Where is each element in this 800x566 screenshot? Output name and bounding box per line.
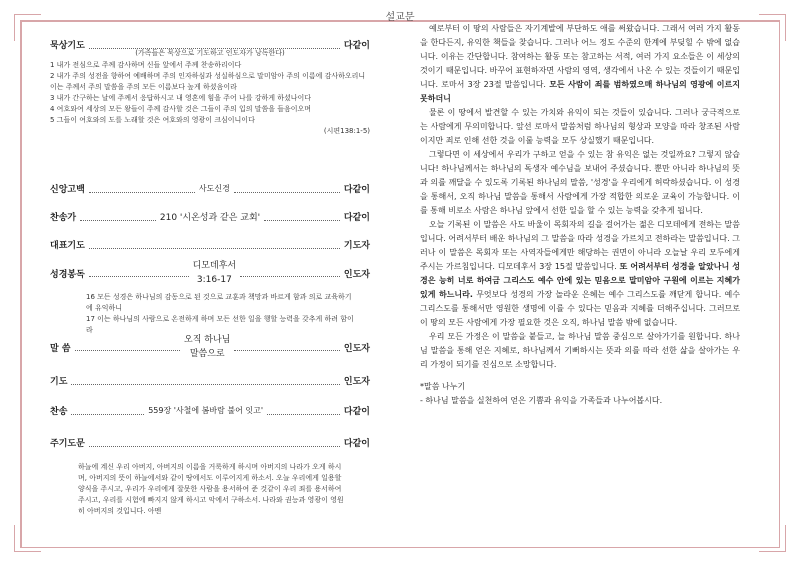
item-name [184,333,230,361]
section-title: 주기도문 [50,439,85,449]
section-title: 성경봉독 [50,269,85,280]
section-title: 찬송 [50,407,68,417]
leader-label: 기도자 [343,241,370,251]
paragraph: 예로부터 이 땅의 사람들은 자기계발에 부단하도 애를 써왔습니다. 그래서 여러 가지 활동을 한다든지, 유익한 책들을 찾습니다. 그러나 어느 정도 수준의 한계에 부딪힐 수 밖에 없습니다. 이유는 간단합니다. 참여하는 활동 또는 참고하는 서적, 여러 가지 요소들은 이 세상의 것이기 때문입니다. 바꾸어 표현하자면 사람의 영역, 생각에서 나온 수 있는 것들이기 때문입니다. 로마서 3장 23절 말씀입니다. 모든 사람이 죄를 범하였으매 하나님의 영광에 이르지 못하더니 [420,24,740,103]
paragraph: 물론 이 땅에서 발견할 수 있는 가치와 유익이 되는 것들이 있습니다. 그러나 궁극적으로는 사람에게 무의미합니다. 앞선 로마서 말씀처럼 하나님의 형상과 모양을 따라 창조된 사람이지만 죄로 인해 선한 것을 이룰 능력을 모두 상실했기 때문입니다. [420,108,740,145]
verse: 4 여호와여 세상의 모든 왕들이 주께 감사할 것은 그들이 주의 입의 말씀을 들음이오며 [50,105,312,113]
leader-label: 다같이 [343,185,371,195]
instruction-note: (가족들은 묵상으로 기도하고 인도자가 낭독한다) [135,49,285,57]
paragraph: 그렇다면 이 세상에서 우리가 구하고 얻을 수 있는 참 유익은 없는 것일까요? 그렇지 않습니다! 하나님께서는 하나님의 독생자 예수님을 보내어 주셨습니다. 뿐만 아니라 하나님의 뜻과 의를 깨달을 수 있도록 기록된 하나님의 말씀, '성경'을 우리에게 허락하셨습니다. 이 성경을 통해서, 오직 하나님 말씀을 통해서 사람에게 가장 적합한 의로운 교육이 가능합니다. 이를 통해 비로소 사람은 하나님 앞에서 선한 일을 할 수 있는 능력을 갖추게 됩니다. [420,150,740,215]
paragraph: 오늘 기록된 이 말씀은 사도 바울이 목회자의 길을 걸어가는 젊은 디모데에게 전하는 말씀입니다. 어려서부터 배운 하나님의 그 말씀을 따라 성경을 가르치고 전하라는 말씀입니다. 그러나 이 말씀은 목회자 또는 사역자들에게만 해당하는 권면이 아니라 오늘날 우리 모두에게 주시는 가르침입니다. 디모데후서 3장 15절 말씀입니다. 또 어려서부터 성경을 알았나니 성경은 능히 너로 하여금 그리스도 예수 안에 있는 믿음으로 말미암아 구원에 이르는 지혜가 있게 하느니라. 무엇보다 성경의 가장 놀라운 은혜는 예수 그리스도를 깨닫게 합니다. 예수 그리스도를 통해서만 영원한 생명에 이를 수 있다는 믿음과 지혜를 더해주십니다. 그러므로 이 땅의 모든 사람에게 가장 필요한 것은 오직, 하나님 말씀 밖에 없습니다. [420,220,740,327]
verse: 3 내가 간구하는 날에 주께서 응답하시고 내 영혼에 힘을 주어 나를 강하게 하셨나이다 [50,94,312,102]
leader-label: 인도자 [343,343,370,354]
leader-label: 다같이 [343,41,370,51]
sermon-title-line1: 오직 하나님 [184,335,231,345]
verse: 1 내가 전심으로 주께 감사하며 신들 앞에서 주께 찬송하리이다 [50,61,242,69]
item-name: 사도신경 [198,184,230,193]
leader-label: 인도자 [343,377,370,387]
paragraph: 우리 모든 가정은 이 말씀을 붙들고, 늘 하나님 말씀 중심으로 살아가기를 원합니다. 하나님 말씀을 통해 얻은 지혜로, 하나님께서 기뻐하시는 뜻과 의를 따라 선한 삶을 살아가는 우리 가정이 되기를 진심으로 소망합니다. [420,332,740,369]
verse: 2 내가 주의 성전을 향하여 예배하며 주의 인자하심과 성실하심으로 말미암아 주의 이름에 감사하오리니 이는 주께서 주의 말씀을 주의 모든 이름보다 높게 하셨음이라 [50,72,366,91]
item-name: 210 '시온성과 같은 교회' [159,213,261,223]
section-title: 대표기도 [50,241,85,251]
sermon-text [420,22,740,408]
scripture-reading-row [50,258,370,288]
leader-label: 다같이 [343,439,370,449]
section-title: 기도 [50,377,68,387]
hymn-row [50,210,370,223]
book-name: 디모데후서 [192,261,237,271]
section-title: 말 씀 [50,343,71,354]
psalm-verses [50,60,370,137]
verse: 16 모든 성경은 하나님의 감동으로 된 것으로 교훈과 책망과 바르게 함과 의로 교육하기에 유익하니 [86,293,352,312]
sermon-row [50,332,370,362]
representative-prayer-row [50,238,370,251]
sermon-title-line2: 말씀으로 [189,349,225,359]
verse: 5 그들이 여호와의 도를 노래할 것은 여호와의 영광이 크심이니이다 [50,116,255,124]
leader-label: 다같이 [343,407,370,417]
item-name: 559장 '사철에 봄바람 불어 잇고' [148,406,264,415]
section-title: 신앙고백 [50,185,85,195]
corner-ornament [14,525,41,552]
chapter-verse: 3:16-17 [196,275,232,285]
leader-label: 인도자 [343,269,371,280]
scripture-reference: (시편138:1-5) [323,127,370,135]
corner-ornament [759,525,786,552]
creed-row [50,182,370,195]
leader-label: 다같이 [343,213,371,223]
hymn-row-2 [50,404,370,417]
lords-prayer-text: 하늘에 계신 우리 아버지, 아버지의 이름을 거룩하게 하시며 아버지의 나라가 오게 하시며, 아버지의 뜻이 하늘에서와 같이 땅에서도 이루어지게 하소서. 오늘 우리에게 일용할 양식을 주시고, 우리가 우리에게 잘못한 사람을 용서하여 준 것같이 우리 죄를 용서하여 주시고, 우리를 시험에 빠지지 않게 하시고 악에서 구하소서. 나라와 권능과 영광이 영원히 아버지의 것입니다. 아멘 [78,463,344,515]
reading-verses [86,292,356,336]
verse: 17 이는 하나님의 사람으로 온전하게 하며 모든 선한 일을 행할 능력을 갖추게 하려 함이라 [86,315,354,334]
section-title: 묵상기도 [50,41,85,51]
apply-title: *말씀 나누기 [420,382,466,391]
page-title: 설교문 [385,12,415,23]
section-title: 찬송가 [50,213,77,223]
item-name [193,259,236,287]
apply-text: - 하나님 말씀을 실천하여 얻은 기쁨과 유익을 가족들과 나누어봅시다. [420,396,663,405]
lords-prayer-row [50,436,370,449]
prayer-row [50,374,370,387]
